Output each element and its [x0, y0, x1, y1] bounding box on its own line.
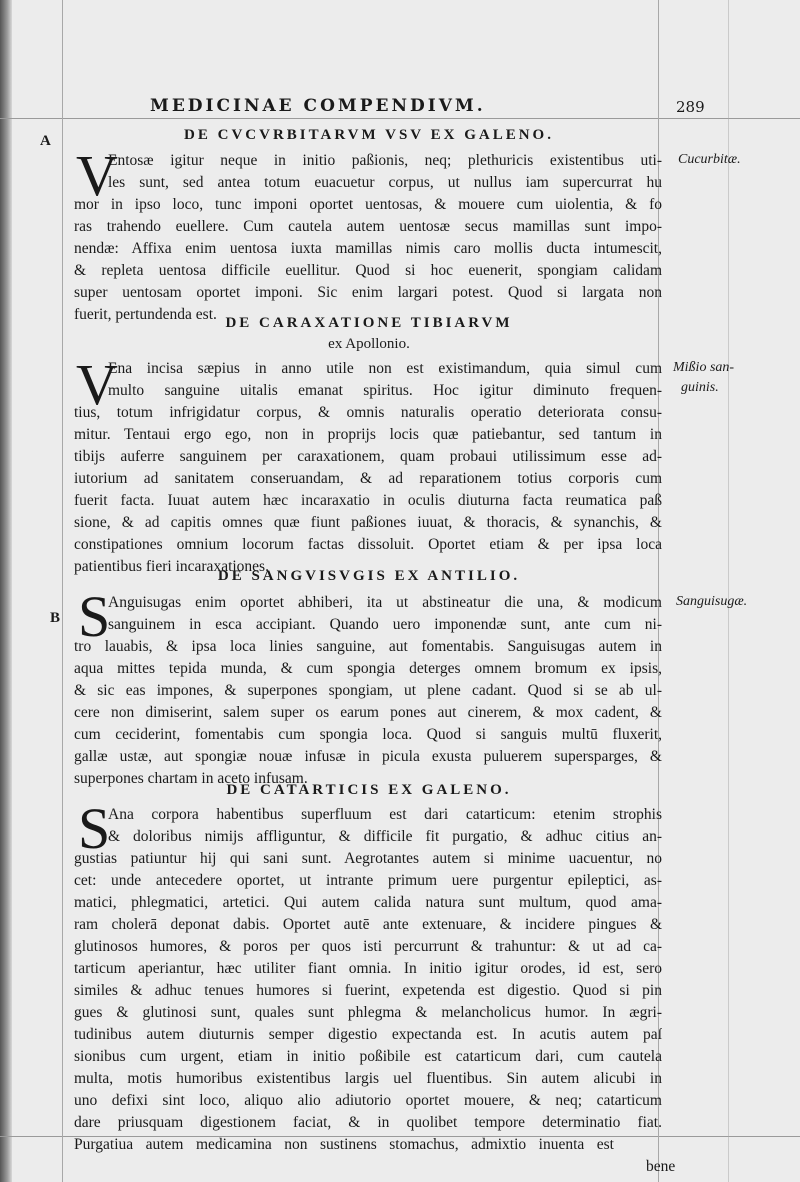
- section-marker-a: A: [40, 133, 51, 149]
- text-line: aqua mittes tepida munda, & cum spongia deterges omnem bromum ex ipsis,: [74, 660, 662, 677]
- text-line: cet: unde antecedere oportet, ut intrante primum uere purgentur epileptici, as-: [74, 872, 662, 889]
- text-line: sanguinem in esca accipiant. Quando uero imponendæ sunt, ante cum ni-: [108, 616, 662, 633]
- dropcap: S: [78, 796, 111, 861]
- section-heading-sanguisugis: DE SANGVISVGIS EX ANTILIO.: [217, 568, 521, 584]
- text-line: gallæ ustæ, aut spongiæ nouæ infusæ in picula exusta puluerem supersparges, &: [74, 748, 662, 765]
- section-marker-b: B: [50, 610, 61, 626]
- page-binding-edge: [0, 0, 12, 1182]
- dropcap: S: [78, 584, 111, 649]
- text-line: fuerit, pertundenda est.: [74, 306, 217, 323]
- text-line: glutinosos humores, & poros per quos isti percurrunt & trahuntur: & ut ad ca-: [74, 938, 662, 955]
- text-line: patientibus fieri incaraxationes.: [74, 558, 269, 575]
- text-line: nendæ: Affixa enim uentosa iuxta mamillas nimis caro mollis ducta intumescit,: [74, 240, 662, 257]
- left-margin-rule: [62, 0, 63, 1182]
- text-line: Anguisugas enim oportet abhiberi, ita ut abstineatur die una, & modicum: [108, 594, 662, 611]
- text-line: multa, motis humoribus existentibus largis uel fluentibus. Sin autem alicubi in: [74, 1070, 662, 1087]
- section-heading-caraxatione: DE CARAXATIONE TIBIARVM: [225, 315, 513, 331]
- text-line: constipationes omnium locorum factas dissoluit. Oportet etiam & per ipsa loca: [74, 536, 662, 553]
- text-line: tro lauabis, & ipsa loca linies sanguine, aut fomentabis. Sanguisugas autem in: [74, 638, 662, 655]
- text-line: matici, phlegmatici, artetici. Qui autem calida natura sunt multum, quod ama-: [74, 894, 662, 911]
- catchword: bene: [646, 1158, 676, 1175]
- text-line: Ana corpora habentibus superfluum est dari catarticum: etenim strophis: [108, 806, 662, 823]
- text-line: Purgatiua autem medicamina non sustinens stomachus, admixtio inuenta est: [74, 1136, 614, 1153]
- text-line: sionibus cum urgent, etiam in initio poßibile est catarticum dari, cum cautela: [74, 1048, 662, 1065]
- text-line: & repleta uentosa difficile euellitur. Quod si hoc euenerit, spongiam calidam: [74, 262, 662, 279]
- section-subheading: ex Apollonio.: [328, 336, 410, 352]
- margin-note-missio-sanguinis-cont: guinis.: [681, 380, 719, 395]
- text-line: mor in ipso loco, tunc imponi oportet uentosas, & mouere cum uiolentia, & fo: [74, 196, 662, 213]
- text-line: gues & glutinosi sunt, quales sunt phlegma & melancholicus humor. In ægri-: [74, 1004, 662, 1021]
- section-heading-cucurbitarum: DE CVCVRBITARVM VSV EX GALENO.: [184, 127, 554, 143]
- text-line: ras trahendo euellere. Cum cautela autem uentosæ secus mamillas sunt impo-: [74, 218, 662, 235]
- text-line: super uentosam oportet imponi. Sic enim largari potest. Quod si largata non: [74, 284, 662, 301]
- dropcap: V: [76, 143, 118, 208]
- text-line: cum ceciderint, fomentabis cum spongia loca. Quod si sanguis multū fluxerit,: [74, 726, 662, 743]
- text-line: tarticum aperiantur, hæc utiliter fiant omnia. In initio igitur orodes, id est, sero: [74, 960, 662, 977]
- text-line: fuerit facta. Iuuat autem hæc incaraxatio in oculis diuturna facta reumatica paß: [74, 492, 662, 509]
- margin-note-sanguisugae: Sanguisugæ.: [676, 594, 748, 609]
- text-line: sione, & ad capitis omnes quæ fiunt paßiones iuuat, & thoracis, & synanchis, &: [74, 514, 662, 531]
- text-line: multo sanguine uitalis emanat spiritus. Hoc igitur diminuto frequen-: [108, 382, 662, 399]
- text-line: tudinibus autem diuturnis semper digestio expectanda est. In acutis autem paſ: [74, 1026, 662, 1043]
- running-head: MEDICINAE COMPENDIVM.: [150, 96, 486, 116]
- outer-margin-rule: [728, 0, 729, 1182]
- header-rule: [0, 118, 800, 119]
- text-line: superpones chartam in aceto infusam.: [74, 770, 308, 787]
- text-line: tibijs auferre sanguinem per caraxationem, quam probaui utilissimum esse ad-: [74, 448, 662, 465]
- text-line: tius, totum infrigidatur corpus, & omnis naturalis operatio deteriorata consu-: [74, 404, 662, 421]
- section-heading-catarticis: DE CATARTICIS EX GALENO.: [226, 782, 512, 798]
- text-line: similes & adhuc tenues humores si fuerint, expetenda est digestio. Quod si pin: [74, 982, 662, 999]
- text-line: cere non dimiserint, salem super os earum pones aut cinerem, & mox cadent, &: [74, 704, 662, 721]
- margin-note-cucurbitae: Cucurbitæ.: [678, 152, 741, 167]
- margin-note-missio-sanguinis: Mißio san-: [673, 360, 735, 375]
- text-line: iutorium ad sanitatem conseruandam, & ad reparationem totius corporis cum: [74, 470, 662, 487]
- text-line: gustias patiuntur hij qui sani sunt. Aegrotantes autem si minime uacuentur, no: [74, 850, 662, 867]
- dropcap: V: [76, 352, 118, 417]
- text-line: Entosæ igitur neque in initio paßionis, neq; plethuricis existentibus uti-: [108, 152, 662, 169]
- page-number: 289: [676, 98, 705, 116]
- text-line: uno defixi sint loco, aliquo alio adiutorio oportet mouere, & neq; catarticum: [74, 1092, 662, 1109]
- text-line: mitur. Tentaui ergo ego, non in proprijs locis quæ patiebantur, sed tantum in: [74, 426, 662, 443]
- text-line: Ena incisa sæpius in anno utile non est existimandum, quia simul cum: [108, 360, 662, 377]
- text-line: les sunt, sed antea totum euacuetur corpus, ut nullus iam supercurrat hu: [108, 174, 662, 191]
- text-line: & doloribus nimijs affliguntur, & difficile fit purgatio, & adhuc citius an-: [108, 828, 662, 845]
- text-line: & sic eas impones, & superpones spongiam, ut plene cadant. Quod si se ab ul-: [74, 682, 662, 699]
- text-line: ram cholerā deponat dabis. Oportet autē ante extenuare, & incidere pingues &: [74, 916, 662, 933]
- text-line: dare priusquam digestionem faciat, & in quolibet tempore determinatio fiat.: [74, 1114, 662, 1131]
